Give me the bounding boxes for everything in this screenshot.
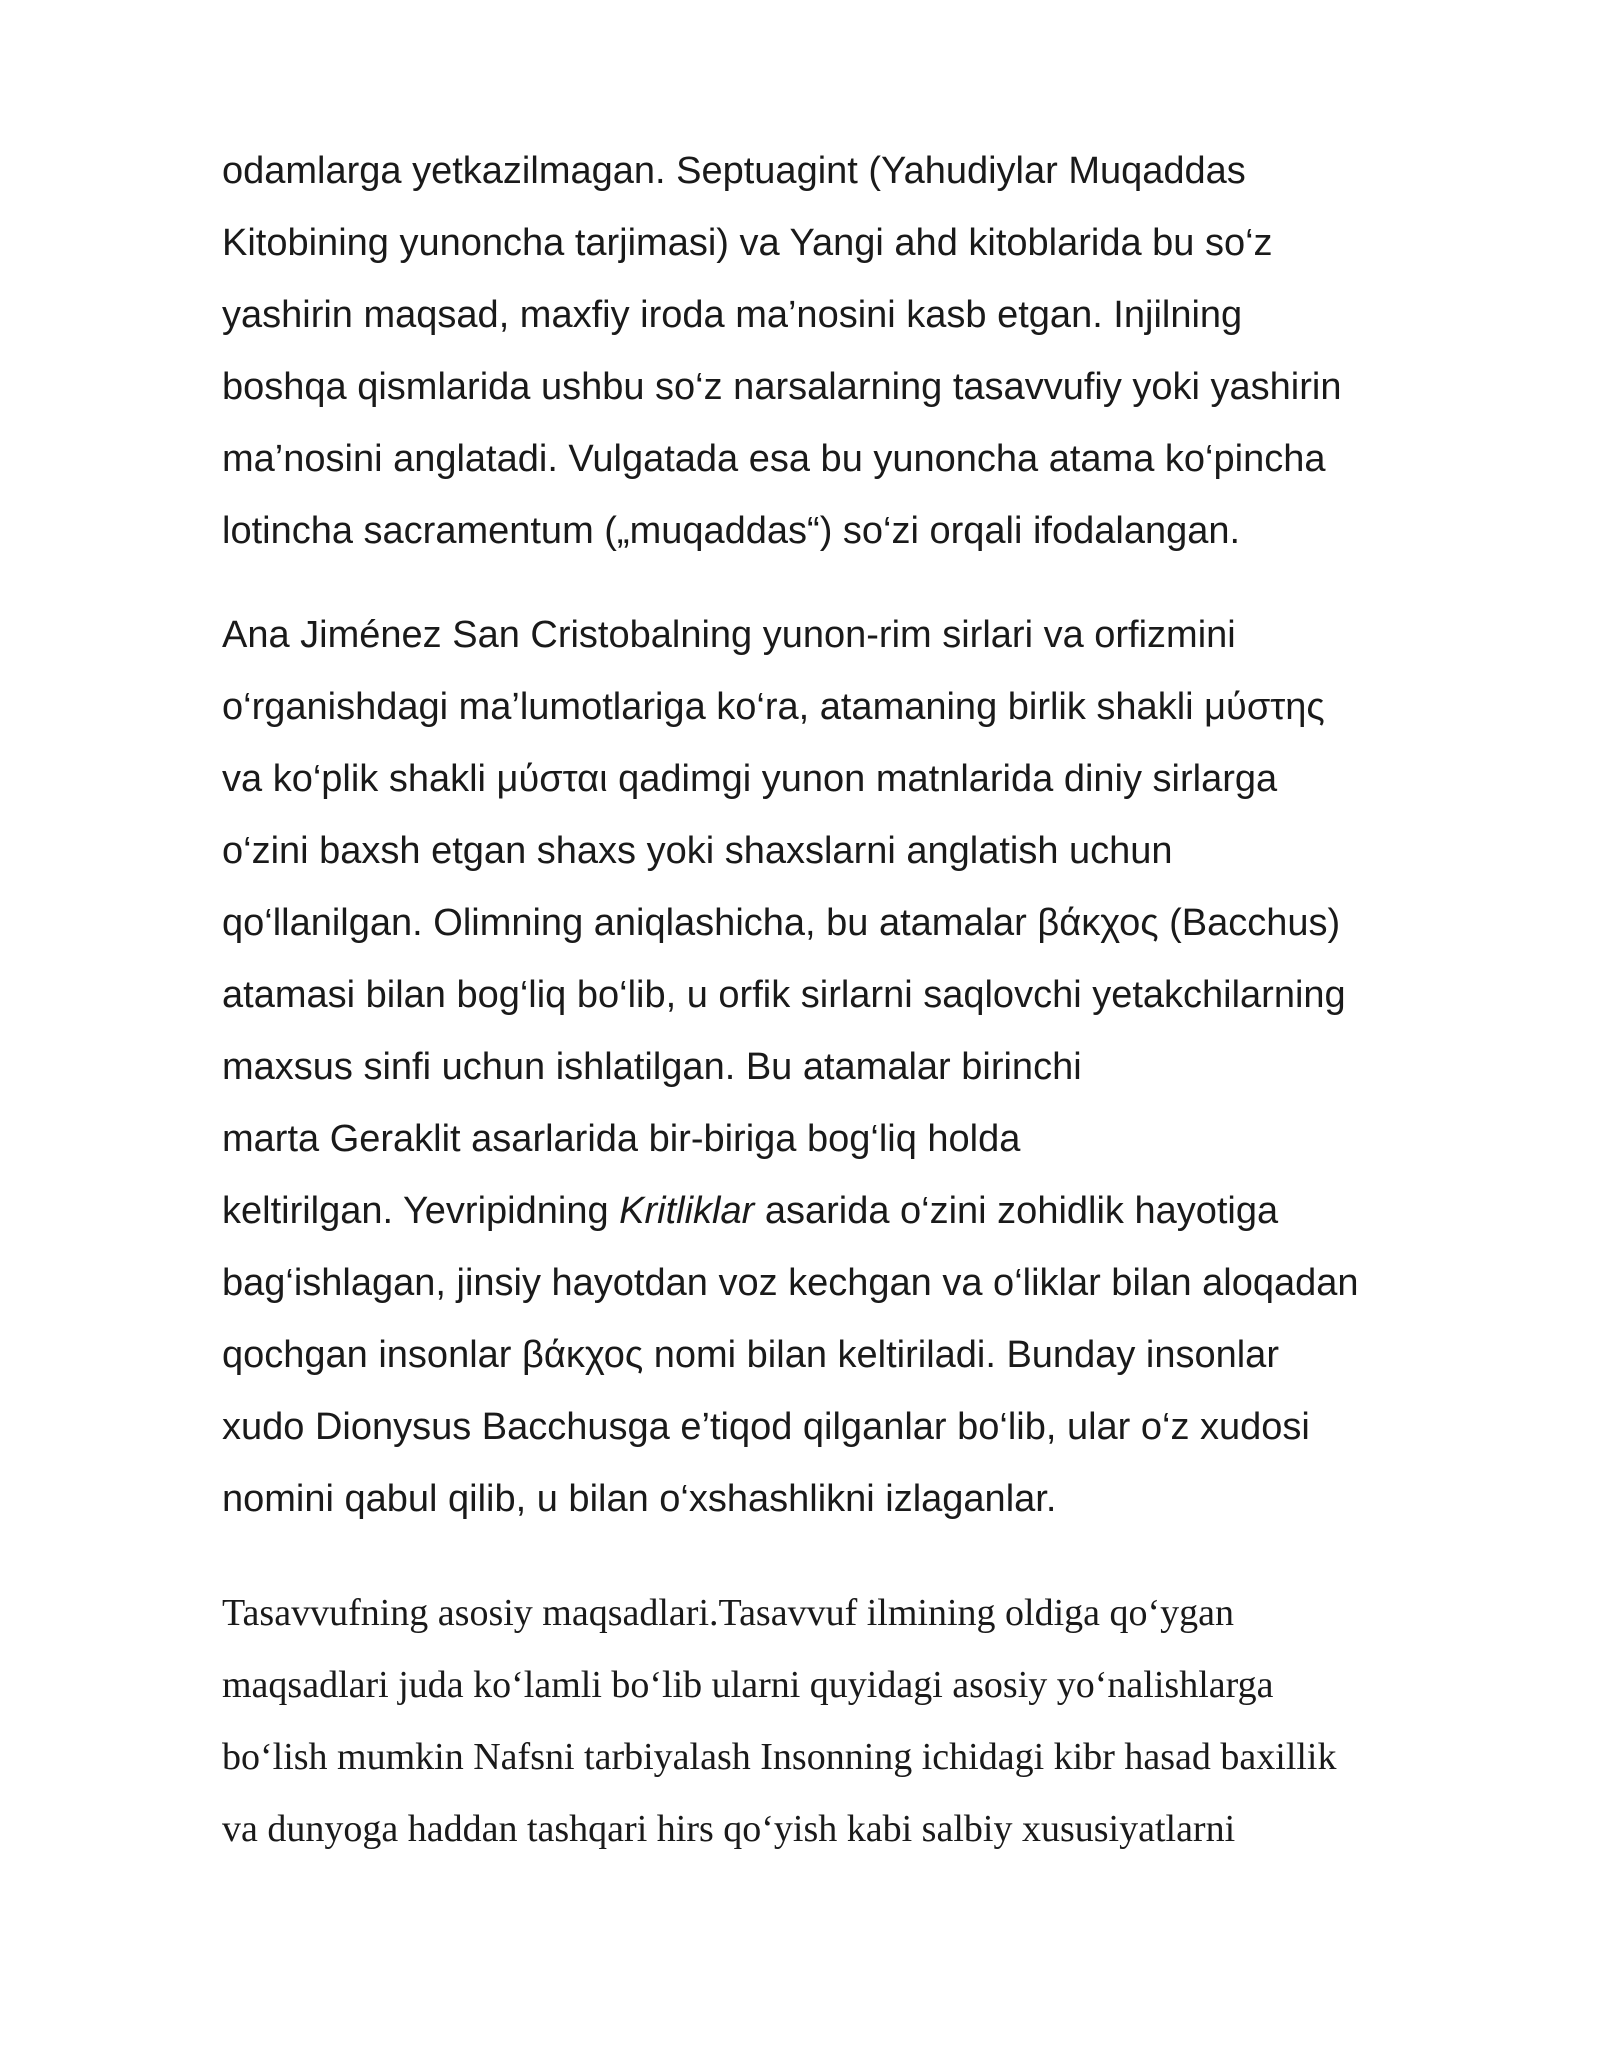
paragraph-line: lotincha sacramentum („muqaddas“) so‘zi orqali ifodalangan. bbox=[222, 510, 1241, 552]
paragraph-line: atamasi bilan bog‘liq bo‘lib, u orfik sirlarni saqlovchi yetakchilarning bbox=[222, 974, 1346, 1016]
paragraph-2 bbox=[222, 599, 1482, 1535]
paragraph-line: odamlarga yetkazilmagan. Septuagint (Yahudiylar Muqaddas bbox=[222, 150, 1246, 192]
paragraph-line: boshqa qismlarida ushbu so‘z narsalarning tasavvufiy yoki yashirin bbox=[222, 366, 1342, 408]
paragraph-line: Kitobining yunoncha tarjimasi) va Yangi ahd kitoblarida bu so‘z bbox=[222, 222, 1273, 264]
paragraph-line: va ko‘plik shakli μύσται qadimgi yunon matnlarida diniy sirlarga bbox=[222, 758, 1278, 800]
paragraph-1 bbox=[222, 135, 1482, 567]
paragraph-line: maqsadlari juda ko‘lamli bo‘lib ularni quyidagi asosiy yo‘nalishlarga bbox=[222, 1664, 1274, 1706]
work-title-italic: Kritliklar bbox=[619, 1190, 755, 1232]
paragraph-line: o‘rganishdagi ma’lumotlariga ko‘ra, atamaning birlik shakli μύστης bbox=[222, 686, 1325, 728]
paragraph-line: maxsus sinfi uchun ishlatilgan. Bu atamalar birinchi bbox=[222, 1046, 1082, 1088]
paragraph-line: Tasavvufning asosiy maqsadlari.Tasavvuf ilmining oldiga qo‘ygan bbox=[222, 1592, 1235, 1634]
paragraph-line-with-italic bbox=[222, 1175, 1482, 1247]
paragraph-line: nomini qabul qilib, u bilan o‘xshashlikni izlaganlar. bbox=[222, 1478, 1057, 1520]
paragraph-line: bo‘lish mumkin Nafsni tarbiyalash Insonning ichidagi kibr hasad baxillik bbox=[222, 1736, 1337, 1778]
paragraph-line: Ana Jiménez San Cristobalning yunon-rim sirlari va orfizmini bbox=[222, 614, 1236, 656]
paragraph-line: yashirin maqsad, maxfiy iroda ma’nosini kasb etgan. Injilning bbox=[222, 294, 1243, 336]
paragraph-line: ma’nosini anglatadi. Vulgatada esa bu yunoncha atama ko‘pincha bbox=[222, 438, 1326, 480]
paragraph-line: xudo Dionysus Bacchusga e’tiqod qilganlar bo‘lib, ular o‘z xudosi bbox=[222, 1406, 1310, 1448]
paragraph-line: qochgan insonlar βάκχος nomi bilan keltiriladi. Bunday insonlar bbox=[222, 1334, 1279, 1376]
paragraph-3 bbox=[222, 1577, 1482, 1865]
paragraph-line: va dunyoga haddan tashqari hirs qo‘yish kabi salbiy xususiyatlarni bbox=[222, 1808, 1236, 1850]
paragraph-line: marta Geraklit asarlarida bir-biriga bog‘liq holda bbox=[222, 1118, 1021, 1160]
paragraph-line: o‘zini baxsh etgan shaxs yoki shaxslarni anglatish uchun bbox=[222, 830, 1173, 872]
line-text-after: asarida o‘zini zohidlik hayotiga bbox=[754, 1190, 1279, 1232]
paragraph-line: qo‘llanilgan. Olimning aniqlashicha, bu atamalar βάκχος (Bacchus) bbox=[222, 902, 1341, 944]
paragraph-line: bag‘ishlagan, jinsiy hayotdan voz kechgan va o‘liklar bilan aloqadan bbox=[222, 1262, 1359, 1304]
line-text-before: keltirilgan. Yevripidning bbox=[222, 1190, 620, 1232]
